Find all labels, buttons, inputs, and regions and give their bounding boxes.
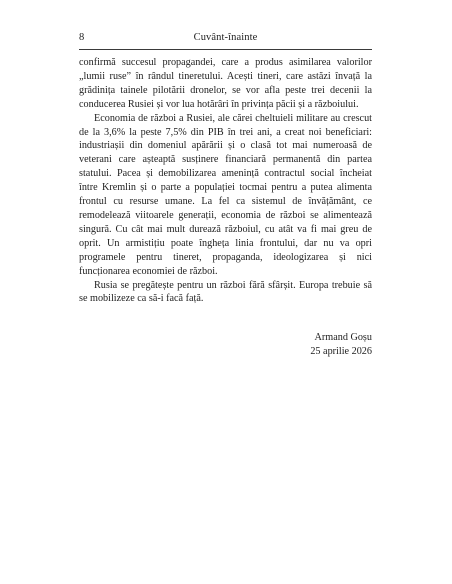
body-text xyxy=(79,56,372,306)
signature-block xyxy=(79,331,372,359)
paragraph-war-economy: Economia de război a Rusiei, ale cărei cheltuieli militare au crescut de la 3,6% la peste 7,5% din PIB în trei ani, a creat noi beneficiari: industriașii din domeniul apărării și o clasă tot mai numeroasă de veterani care așteaptă susținere financiară permanentă din partea statului. Pacea și demobilizarea amenință contractul social încheiat între Kremlin și o parte a populației tocmai pentru a putea alimenta frontul cu resurse umane. La fel ca sistemul de învățământ, ce remodelează viitoarele generații, economia de război se alimentează singură. Cu cât mai mult durează războiul, cu atât va fi mai greu de oprit. Un armistițiu poate îngheța linia frontului, dar nu va opri programele pentru tineret, propaganda, ideologizarea și nici funcționarea economiei de război. xyxy=(79,112,372,277)
page-number: 8 xyxy=(79,32,85,43)
author-name: Armand Goșu xyxy=(314,332,372,343)
running-title: Cuvânt-înainte xyxy=(193,32,258,43)
page-header xyxy=(79,31,372,50)
paragraph-conclusion: Rusia se pregătește pentru un război fără sfârșit. Europa trebuie să se mobilizeze ca să-i facă față. xyxy=(79,279,372,305)
signature-date: 25 aprilie 2026 xyxy=(310,345,372,357)
paragraph-continuation: confirmă succesul propagandei, care a produs asimilarea valorilor „lumii ruse” în rândul tineretului. Acești tineri, care astăzi învață la grădinița tainele pilotării dronelor, se vor afla peste trei decenii la conducerea Rusiei și vor lua hotărâri în privința păcii și a războiului. xyxy=(79,57,372,110)
